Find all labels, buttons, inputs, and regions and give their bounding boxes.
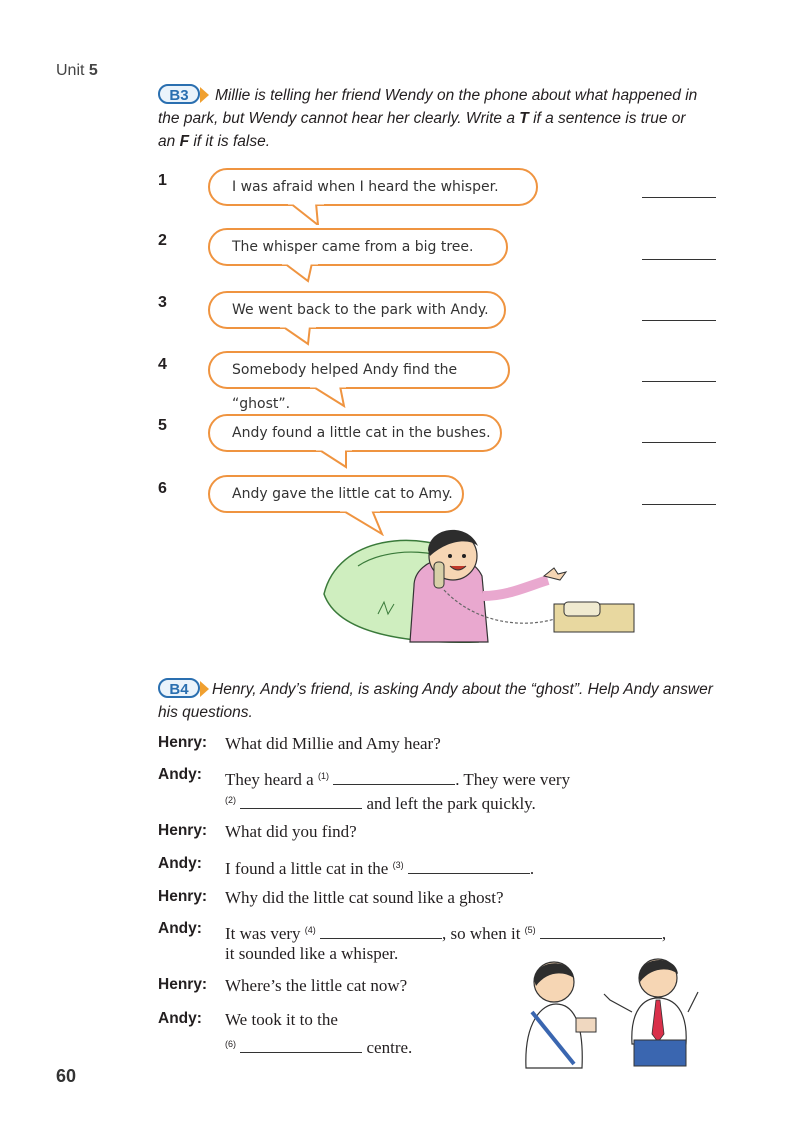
b4-instruction-line1: Henry, Andy’s friend, is asking Andy about the “ghost”. Help Andy answer <box>212 681 713 698</box>
b3-instruction-line3 <box>158 130 738 153</box>
speaker-henry: Henry: <box>158 734 208 751</box>
b3-instruction-line2 <box>158 107 738 130</box>
b3-instr-part: the park, but Wendy cannot hear her clearly. Write a <box>158 110 515 127</box>
fill-blank-4[interactable] <box>320 924 442 939</box>
question-2: What did you find? <box>225 822 357 841</box>
fill-blank-1[interactable] <box>333 770 455 785</box>
answer-text: . <box>529 859 535 878</box>
b3-badge-pill <box>158 84 200 104</box>
item-number: 1 <box>158 172 167 189</box>
answer-text: , so when it <box>442 924 521 943</box>
bubble-tail <box>316 449 356 469</box>
item-number: 5 <box>158 417 167 434</box>
fill-blank-5[interactable] <box>540 924 662 939</box>
answer-text: centre. <box>366 1038 413 1057</box>
item-number: 4 <box>158 356 167 373</box>
bubble-tail <box>280 326 320 346</box>
unit-label-text: Unit <box>56 62 85 79</box>
speaker-andy: Andy: <box>158 855 202 872</box>
answer-line[interactable] <box>642 381 716 382</box>
blank-number: (6) <box>225 1039 236 1049</box>
speaker-henry: Henry: <box>158 976 208 993</box>
speech-bubble: I was afraid when I heard the whisper. <box>208 168 538 206</box>
speech-bubble: We went back to the park with Andy. <box>208 291 506 329</box>
item-number: 3 <box>158 294 167 311</box>
answer-2 <box>225 853 645 881</box>
answer-text: I found a little cat in the <box>225 859 389 878</box>
answer-line[interactable] <box>642 197 716 198</box>
answer-line[interactable] <box>642 504 716 505</box>
unit-number: 5 <box>88 62 98 79</box>
b3-instr-part: if a sentence is true or <box>533 110 686 127</box>
b4-badge-text: B4 <box>169 681 189 698</box>
fill-blank-6[interactable] <box>240 1038 362 1053</box>
blank-number: (2) <box>225 795 236 805</box>
b4-instruction-line2: his questions. <box>158 704 253 721</box>
b3-instruction-line1: Millie is telling her friend Wendy on the phone about what happened in <box>215 87 698 104</box>
question-4: Where’s the little cat now? <box>225 976 408 995</box>
play-arrow-icon <box>200 87 209 103</box>
answer-text: It was very <box>225 924 301 943</box>
blank-number: (1) <box>317 771 329 781</box>
answer-line[interactable] <box>642 442 716 443</box>
answer-1-continued <box>225 788 645 816</box>
answer-4-continued <box>225 1032 525 1060</box>
b4-badge <box>158 678 200 699</box>
b3-instr-F: F <box>179 133 190 150</box>
speaker-henry: Henry: <box>158 888 208 905</box>
blank-number: (4) <box>304 925 316 935</box>
answer-4: We took it to the <box>225 1010 338 1029</box>
answer-line[interactable] <box>642 320 716 321</box>
speech-bubble: Somebody helped Andy find the “ghost”. <box>208 351 510 389</box>
answer-text: , <box>661 924 667 943</box>
b4-badge-pill <box>158 678 200 698</box>
speaker-andy: Andy: <box>158 920 202 937</box>
boys-talking-illustration <box>512 952 712 1072</box>
bubble-tail <box>310 386 350 408</box>
answer-text: and left the park quickly. <box>366 794 536 813</box>
blank-number: (3) <box>392 860 404 870</box>
fill-blank-2[interactable] <box>240 794 362 809</box>
answer-3-continued: it sounded like a whisper. <box>225 944 399 963</box>
fill-blank-3[interactable] <box>408 859 530 874</box>
speaker-andy: Andy: <box>158 766 202 783</box>
speech-bubble: The whisper came from a big tree. <box>208 228 508 266</box>
b3-instr-T: T <box>519 110 529 127</box>
speech-bubble: Andy gave the little cat to Amy. <box>208 475 464 513</box>
blank-number: (5) <box>524 925 536 935</box>
item-number: 2 <box>158 232 167 249</box>
page-number: 60 <box>56 1066 77 1086</box>
speech-bubble: Andy found a little cat in the bushes. <box>208 414 502 452</box>
speaker-andy: Andy: <box>158 1010 202 1027</box>
bubble-tail <box>288 203 328 225</box>
bubble-tail <box>282 263 322 283</box>
play-arrow-icon <box>200 681 209 697</box>
question-3: Why did the little cat sound like a ghost? <box>225 888 504 907</box>
boy-on-phone-illustration <box>318 516 640 646</box>
b3-instr-part: if it is false. <box>193 133 271 150</box>
question-1: What did Millie and Amy hear? <box>225 734 441 753</box>
item-number: 6 <box>158 480 167 497</box>
unit-label <box>56 62 98 80</box>
answer-text: They heard a <box>225 770 314 789</box>
speaker-henry: Henry: <box>158 822 208 839</box>
b3-instr-part: an <box>158 133 176 150</box>
b3-badge-text: B3 <box>169 87 189 104</box>
answer-line[interactable] <box>642 259 716 260</box>
b3-badge <box>158 84 200 105</box>
answer-text: . They were very <box>455 770 571 789</box>
